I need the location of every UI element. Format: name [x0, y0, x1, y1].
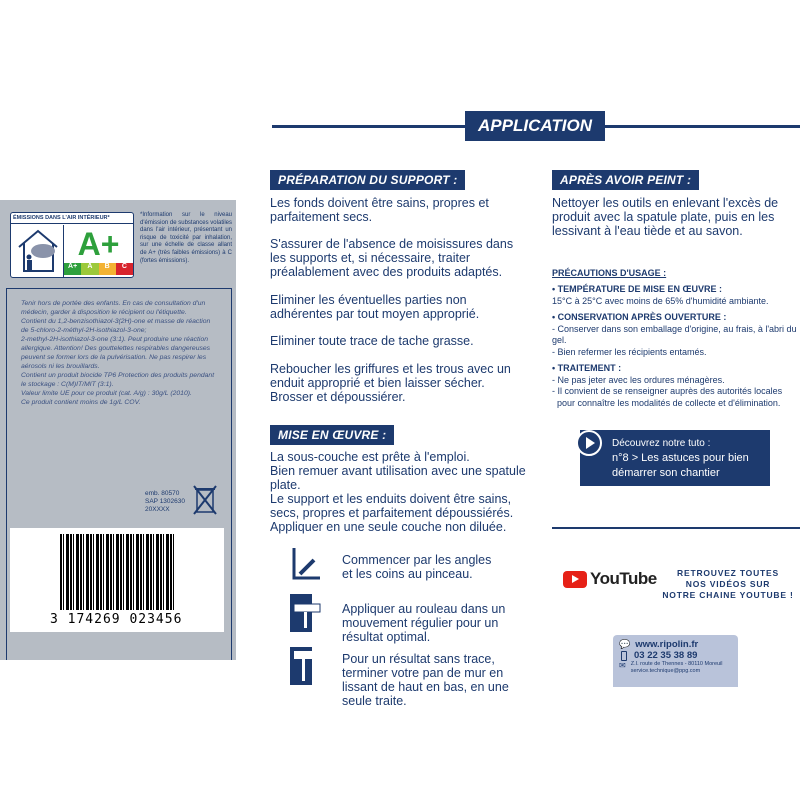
recycle-bin-crossed-icon [192, 484, 218, 521]
emissions-note: *Information sur le niveau d'émission de substances volatiles dans l'air intérieur, présentant un risque de toxicité par inhalation, sur une échelle de classe allant de A+ (très faibles émissions) à C (fortes émissions). [140, 212, 232, 264]
mise-para: Le support et les enduits doivent être sains, secs, propres et parfaitement dépoussiérés. [270, 492, 514, 520]
prep-para: Eliminer toute trace de tache grasse. [270, 334, 474, 348]
prep-para: Reboucher les griffures et les trous avec un enduit approprié et bien laisser sécher. [270, 362, 511, 390]
email[interactable]: service.technique@ppg.com [630, 668, 701, 674]
emb-code: emb. 80570 [145, 490, 180, 497]
grade: A+ [77, 226, 120, 262]
tuto-line2: n°8 > Les astuces pour bien [612, 452, 749, 464]
precaution-title: • TEMPÉRATURE DE MISE EN ŒUVRE : [552, 284, 722, 294]
emissions-badge [10, 212, 134, 278]
brush-corner-icon [286, 546, 322, 587]
safety-text: Tenir hors de portée des enfants. En cas de consultation d'un médecin, garder à disposition le récipient ou l'étiquette. [21, 300, 206, 316]
precaution-line: - Ne pas jeter avec les ordures ménagères. [552, 374, 725, 385]
tuto-banner[interactable] [580, 430, 770, 486]
batch-code: 20XXXX [145, 506, 170, 513]
youtube-cta: NOS VIDÉOS SUR [685, 579, 771, 589]
website-link[interactable]: www.ripolin.fr [635, 639, 699, 650]
tuto-line1: Découvrez notre tuto : [612, 438, 711, 449]
roller-icon [288, 592, 324, 639]
scale-c: C [116, 263, 133, 275]
precaution-line: - Bien refermer les récipients entamés. [552, 346, 707, 357]
mise-para: Bien remuer avant utilisation avec une spatule plate. [270, 464, 526, 492]
scale-a: A [81, 263, 98, 275]
barcode [60, 534, 175, 610]
precaution-line: 15°C à 25°C avec moins de 65% d'humidité ambiante. [552, 295, 769, 306]
address: Z.I. route de Thennes - 80110 Moreuil [630, 661, 723, 667]
youtube-cta: NOTRE CHAINE YOUTUBE ! [662, 590, 794, 600]
sap-code: SAP 1302630 [145, 498, 185, 505]
youtube-logo[interactable] [563, 569, 657, 589]
prep-para: S'assurer de l'absence de moisissures dans les supports et, si nécessaire, traiter préalablement avec des produits adaptés. [270, 237, 514, 279]
label-panel [0, 200, 236, 660]
contact-box [613, 635, 738, 687]
apres-heading: APRÈS AVOIR PEINT : [552, 170, 699, 190]
prep-heading: PRÉPARATION DU SUPPORT : [270, 170, 465, 190]
divider [552, 527, 800, 529]
prep-para: Eliminer les éventuelles parties non adhérentes par tout moyen approprié. [270, 293, 480, 321]
barcode-area [10, 528, 224, 632]
safety-text: Valeur limite UE pour ce produit (cat. A/g) : 30g/L (2010). [21, 390, 192, 397]
prep-para: Brosser et dépoussiérer. [270, 390, 406, 404]
precaution-line: - Conserver dans son emballage d'origine, au frais, à l'abri du gel. [552, 323, 797, 345]
phone-icon [621, 651, 627, 661]
barcode-number: 3 174269 023456 [50, 612, 183, 627]
roller-down-icon [288, 645, 324, 692]
safety-text: Contient du 1,2-benzisothiazol-3(2H)-one et masse de réaction de 5-chloro-2-méthyl-2H-isothiazol-3-one; [21, 318, 211, 334]
scale-a-plus: A+ [64, 263, 81, 275]
mise-para: Appliquer en une seule couche non diluée. [270, 520, 507, 534]
safety-text: Contient un produit biocide TP6 Protection des produits pendant le stockage : C(M)IT/MIT (3:1). [21, 372, 215, 388]
precautions-heading: PRÉCAUTIONS D'USAGE : [552, 268, 667, 278]
safety-text: 2-methyl-2H-isothiazol-3-one (3:1). Peut produire une réaction allergique. Attention! Des gouttelettes respirables dangereuses peuvent se former lors de la pulvérisation. Ne pas respirer les aérosols ni les brouillards. [21, 336, 211, 370]
step-text: Appliquer au rouleau dans un mouvement régulier pour un résultat optimal. [342, 602, 506, 644]
emissions-title: ÉMISSIONS DANS L'AIR INTÉRIEUR* [11, 213, 133, 224]
mise-para: La sous-couche est prête à l'emploi. [270, 450, 470, 464]
safety-text: Ce produit contient moins de 1g/L COV. [21, 399, 141, 406]
phone-number: 03 22 35 38 89 [634, 650, 698, 661]
youtube-play-icon [563, 571, 587, 588]
precaution-title: • TRAITEMENT : [552, 363, 622, 373]
precaution-line: - Il convient de se renseigner auprès des autorités locales [552, 386, 783, 396]
step-text: Pour un résultat sans trace, terminer votre pan de mur en lissant de haut en bas, en une seule traite. [342, 652, 509, 708]
apres-text: Nettoyer les outils en enlevant l'excès de produit avec la spatule plate, puis en les lessivant à l'eau tiède et au savon. [552, 196, 779, 238]
prep-para: Les fonds doivent être sains, propres et parfaitement secs. [270, 196, 489, 224]
mail-icon: ✉ [619, 661, 626, 670]
youtube-cta: RETROUVEZ TOUTES [677, 568, 779, 578]
house-icon [15, 227, 61, 273]
scale-b: B [99, 263, 116, 275]
title-rule-left [272, 125, 467, 128]
precaution-line: pour connaître les modalités de collecte et d'élimination. [552, 397, 781, 408]
step-text: Commencer par les angles et les coins au pinceau. [342, 553, 492, 581]
page-title: APPLICATION [465, 111, 605, 141]
play-icon [576, 430, 602, 456]
title-rule-right [603, 125, 800, 128]
precaution-title: • CONSERVATION APRÈS OUVERTURE : [552, 312, 727, 322]
chat-icon: 💬 [619, 639, 631, 649]
youtube-wordmark: YouTube [590, 569, 657, 588]
mise-heading: MISE EN ŒUVRE : [270, 425, 394, 445]
tuto-line3: démarrer son chantier [612, 467, 720, 479]
